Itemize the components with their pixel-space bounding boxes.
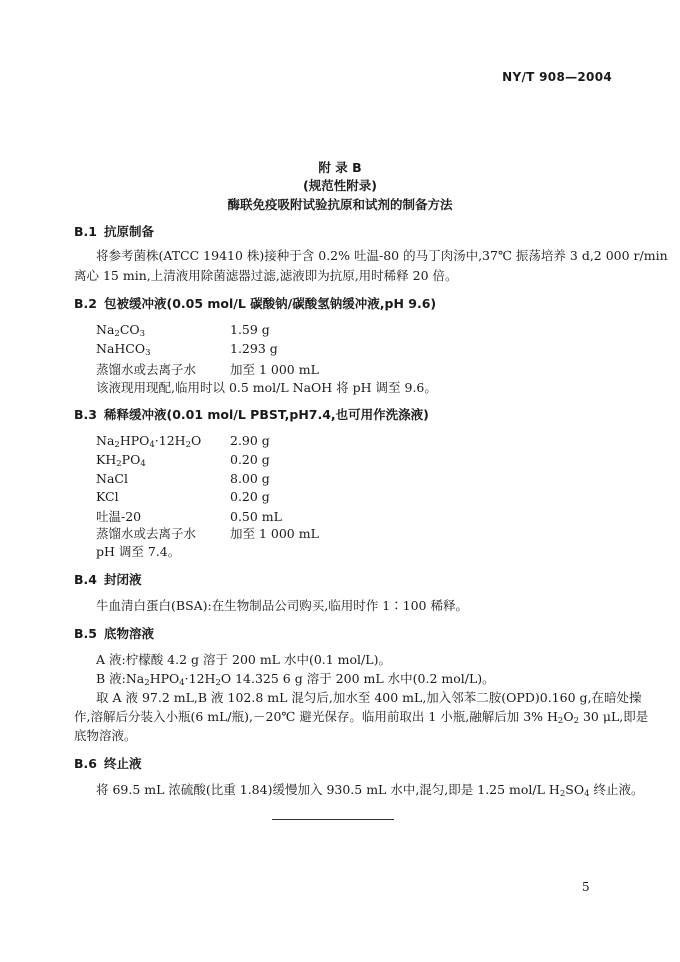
reagent-amount: 2.90 g: [230, 433, 270, 448]
section-b2-heading: [74, 294, 436, 312]
annex-label: 附 录 B: [318, 160, 362, 175]
section-title: 包被缓冲液(0.05 mol/L 碳酸钠/碳酸氢钠缓冲液,pH 9.6): [104, 296, 437, 311]
b2-note: 该液现用现配,临用时以 0.5 mol/L NaOH 将 pH 调至 9.6。: [96, 380, 437, 395]
reagent-row: [96, 489, 270, 504]
b5-solution-a: A 液:柠檬酸 4.2 g 溶于 200 mL 水中(0.1 mol/L)。: [96, 652, 391, 667]
reagent-row: [96, 452, 270, 467]
reagent-row: [96, 433, 270, 448]
reagent-name: $Na_2CO_3$: [96, 322, 146, 339]
b6-paragraph: 将 69.5 mL 浓硫酸(比重 1.84)缓慢加入 930.5 mL 水中,混匀,即是 1.25 mol/L $H_2SO_4$ 终止液。: [96, 782, 644, 799]
reagent-amount: 1.59 g: [230, 322, 270, 337]
section-title: 抗原制备: [104, 224, 155, 239]
b5-mix-line: 底物溶液。: [74, 728, 137, 743]
reagent-amount: 加至 1 000 mL: [230, 526, 319, 541]
reagent-row: [96, 507, 282, 525]
section-number: B.1: [74, 224, 97, 239]
reagent-name: 吐温-20: [96, 509, 142, 524]
section-b1-heading: [74, 222, 154, 240]
b4-paragraph: 牛血清白蛋白(BSA):在生物制品公司购买,临用时作 1∶100 稀释。: [96, 598, 468, 613]
section-title: 封闭液: [104, 572, 142, 587]
reagent-row: [96, 341, 278, 356]
reagent-name: NaHCO$_3$: [96, 341, 151, 358]
section-title: 稀释缓冲液(0.01 mol/L PBST,pH7.4,也可用作洗涤液): [104, 407, 429, 422]
reagent-row: [96, 322, 270, 337]
section-b3-heading: [74, 405, 429, 423]
b5-mix-line: 取 A 液 97.2 mL,B 液 102.8 mL 混匀后,加水至 400 mL,加入邻苯二胺(OPD)0.160 g,在暗处操: [96, 690, 642, 705]
section-number: B.3: [74, 407, 97, 422]
b5-solution-b: B 液$:Na_2HPO_4\cdot 12H_2O$ 14.325 6 g 溶于 200 mL 水中(0.2 mol/L)。: [96, 671, 495, 688]
b1-paragraph-line: 将参考菌株(ATCC 19410 株)接种于含 0.2% 吐温-80 的马丁肉汤中,37℃ 振荡培养 3 d,2 000 r/min: [96, 248, 668, 263]
reagent-row: [96, 360, 319, 378]
reagent-name: NaCl: [96, 471, 128, 486]
reagent-name: 蒸馏水或去离子水: [96, 362, 197, 377]
b5-mix-line: 作,溶解后分装入小瓶(6 mL/瓶),－20℃ 避光保存。临用前取出 1 小瓶,融解后加 3% $H_2O_2$ 30 μL,即是: [74, 709, 649, 726]
reagent-amount: 0.50 mL: [230, 509, 282, 524]
reagent-row: [96, 471, 270, 486]
reagent-amount: 8.00 g: [230, 471, 270, 486]
reagent-amount: 加至 1 000 mL: [230, 362, 319, 377]
section-title: 底物溶液: [104, 626, 155, 641]
reagent-name: 蒸馏水或去离子水: [96, 526, 197, 541]
section-number: B.2: [74, 296, 97, 311]
section-b4-heading: [74, 570, 142, 588]
reagent-name: $Na_2HPO_4\cdot 12H_2O$: [96, 433, 202, 450]
page-number: 5: [582, 880, 590, 894]
section-number: B.4: [74, 572, 97, 587]
reagent-amount: 0.20 g: [230, 489, 270, 504]
b3-note: pH 调至 7.4。: [96, 544, 181, 559]
section-number: B.5: [74, 626, 97, 641]
reagent-amount: 0.20 g: [230, 452, 270, 467]
end-rule: [272, 819, 394, 820]
annex-type: (规范性附录): [303, 178, 377, 193]
section-b6-heading: [74, 754, 142, 772]
reagent-name: $KH_2PO_4$: [96, 452, 146, 469]
reagent-amount: 1.293 g: [230, 341, 278, 356]
section-number: B.6: [74, 756, 97, 771]
reagent-name: KCl: [96, 489, 119, 504]
b1-paragraph-line: 离心 15 min,上清液用除菌滤器过滤,滤液即为抗原,用时稀释 20 倍。: [74, 268, 458, 283]
standard-number: NY/T 908—2004: [502, 70, 612, 84]
reagent-row: [96, 524, 319, 542]
section-b5-heading: [74, 624, 154, 642]
annex-title: 酶联免疫吸附试验抗原和试剂的制备方法: [227, 197, 453, 212]
section-title: 终止液: [104, 756, 142, 771]
